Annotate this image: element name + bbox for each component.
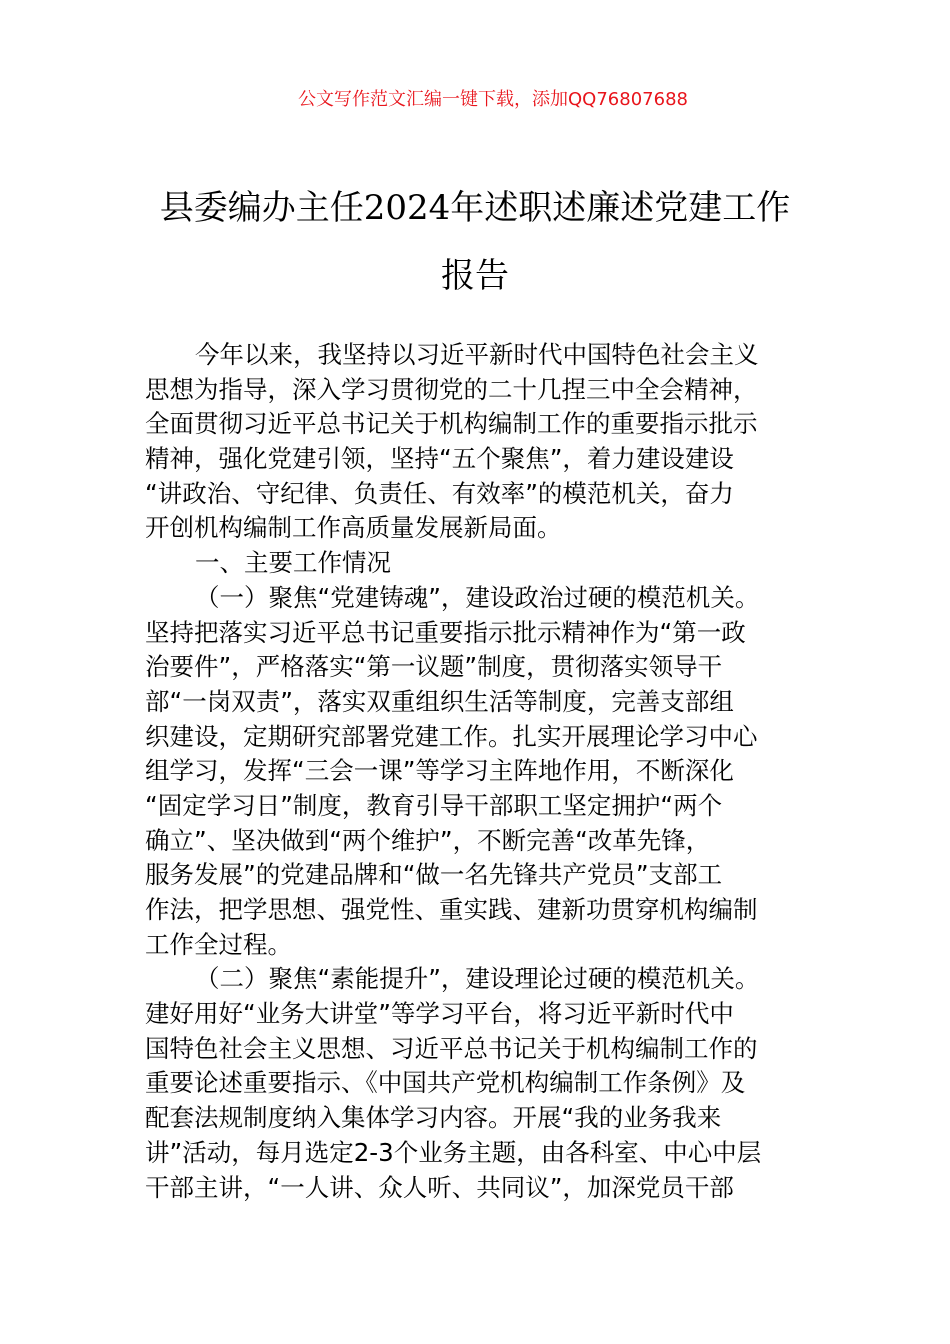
- text-line: 织建设，定期研究部署党建工作。扎实开展理论学习中心: [145, 721, 758, 751]
- paragraph: [145, 338, 845, 546]
- document-title-line-2: 报告: [441, 256, 509, 296]
- paragraph: [145, 581, 845, 963]
- text-line: 确立”、坚决做到“两个维护”，不断完善“改革先锋，: [145, 825, 711, 855]
- text-line: 配套法规制度纳入集体学习内容。开展“我的业务我来: [145, 1103, 722, 1133]
- text-line: 治要件”，严格落实“第一议题”制度，贯彻落实领导干: [145, 652, 723, 682]
- text-line: 一、主要工作情况: [195, 548, 391, 578]
- paragraph: [145, 962, 845, 1205]
- text-line: 部“一岗双责”，落实双重组织生活等制度，完善支部组: [145, 686, 734, 716]
- text-line: 思想为指导，深入学习贯彻党的二十几捏三中全会精神，: [145, 374, 758, 404]
- text-line: 组学习，发挥“三会一课”等学习主阵地作用，不断深化: [145, 756, 734, 786]
- text-line: 干部主讲，“一人讲、众人听、共同议”，加深党员干部: [145, 1172, 734, 1202]
- text-line: 建好用好“业务大讲堂”等学习平台，将习近平新时代中: [145, 999, 734, 1029]
- document-title-line-1: 县委编办主任2024年述职述廉述党建工作: [159, 188, 791, 228]
- text-line: 作法，把学思想、强党性、重实践、建新功贯穿机构编制: [145, 895, 758, 924]
- text-line: 工作全过程。: [145, 929, 292, 959]
- text-line: 开创机构编制工作高质量发展新局面。: [145, 513, 562, 543]
- text-line: “讲政治、守纪律、负责任、有效率”的模范机关，奋力: [145, 478, 734, 508]
- text-line: 服务发展”的党建品牌和“做一名先锋共产党员”支部工: [145, 860, 723, 890]
- section-heading: [145, 546, 845, 581]
- text-line: 重要论述重要指示、《中国共产党机构编制工作条例》及: [145, 1068, 746, 1098]
- document-body: [145, 338, 845, 1205]
- text-line: （二）聚焦“素能提升”，建设理论过硬的模范机关。: [195, 964, 760, 994]
- text-line: 全面贯彻习近平总书记关于机构编制工作的重要指示批示: [145, 409, 758, 439]
- text-line: 讲”活动，每月选定2-3个业务主题，由各科室、中心中层: [145, 1137, 762, 1167]
- text-line: （一）聚焦“党建铸魂”，建设政治过硬的模范机关。: [195, 582, 760, 612]
- text-line: 精神，强化党建引领，坚持“五个聚焦”，着力建设建设: [145, 444, 734, 474]
- text-line: 今年以来，我坚持以习近平新时代中国特色社会主义: [195, 340, 759, 369]
- header-note: 公文写作范文汇编一键下载，添加QQ76807688: [298, 89, 688, 110]
- text-line: 国特色社会主义思想、习近平总书记关于机构编制工作的: [145, 1033, 758, 1063]
- text-line: 坚持把落实习近平总书记重要指示批示精神作为“第一政: [145, 617, 746, 647]
- text-line: “固定学习日”制度，教育引导干部职工坚定拥护“两个: [145, 790, 723, 820]
